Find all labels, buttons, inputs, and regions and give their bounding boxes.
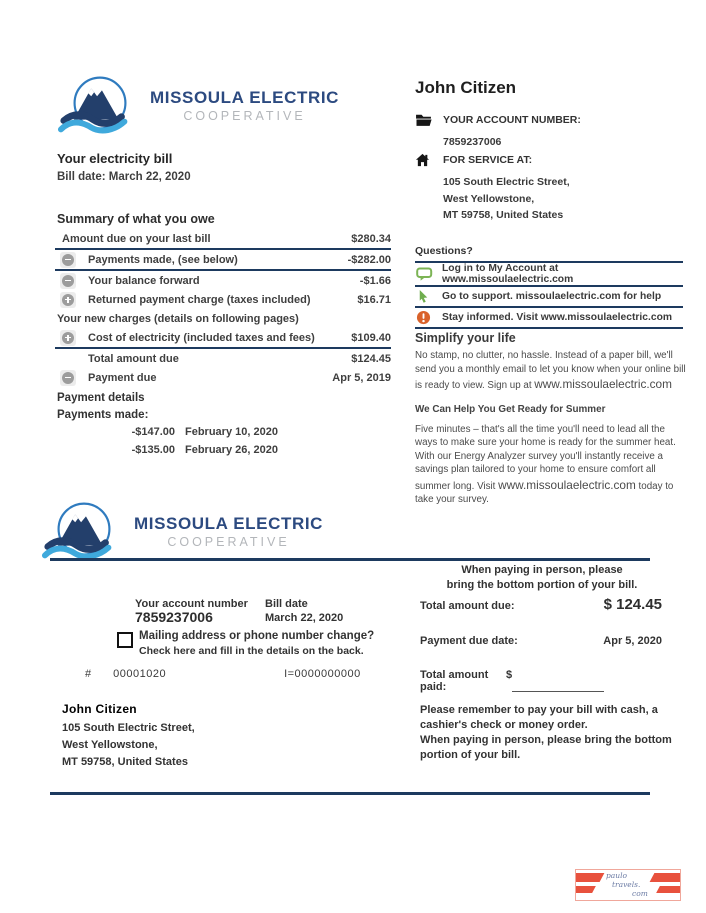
row-label: Payments made, (see below) <box>88 253 238 266</box>
service-address-label: FOR SERVICE AT: <box>443 154 533 166</box>
stub-account-label: Your account number <box>135 598 248 610</box>
house-icon <box>415 152 432 172</box>
payment-amount: -$135.00 <box>131 443 175 456</box>
minus-icon <box>60 252 76 268</box>
total-due-value: $ 124.45 <box>603 596 662 613</box>
company-logo <box>56 74 339 136</box>
questions-heading: Questions? <box>415 245 473 257</box>
due-date-row <box>420 635 662 647</box>
address-change-checkbox[interactable] <box>117 632 133 648</box>
hash-symbol: # <box>85 668 92 680</box>
summary-section <box>55 212 391 459</box>
summary-row <box>55 328 391 347</box>
paulo-travels-watermark <box>575 869 681 901</box>
address-change-note: Check here and fill in the details on the back. <box>139 645 364 657</box>
logo-company-name: MISSOULA ELECTRIC <box>134 513 324 533</box>
summary-row <box>55 368 391 387</box>
watermark-stripe <box>656 886 681 893</box>
question-item <box>415 261 683 285</box>
row-label: Payment due <box>88 371 157 384</box>
row-label: Cost of electricity (included taxes and fees) <box>88 331 315 344</box>
summary-row <box>55 229 391 248</box>
reminder-line: When paying in person, please bring the bottom portion of your bill. <box>420 734 672 761</box>
mountain-wave-logo-icon <box>40 500 128 562</box>
stub-payment-section <box>420 596 662 717</box>
mountain-wave-logo-icon <box>56 74 144 136</box>
in-person-note <box>418 563 666 593</box>
customer-info-section <box>415 78 683 224</box>
row-value: Apr 5, 2019 <box>332 371 391 384</box>
payment-entry <box>55 442 391 460</box>
row-value: $280.34 <box>351 232 391 245</box>
row-value: $109.40 <box>351 331 391 344</box>
row-value: $16.71 <box>357 293 391 306</box>
summer-text-tail: today to take your survey. <box>415 480 674 506</box>
stub-code-right: I=0000000000 <box>284 668 361 680</box>
total-due-row <box>420 596 662 613</box>
watermark-line: travels. <box>612 880 641 889</box>
account-number-value: 7859237006 <box>443 136 502 148</box>
summary-row <box>55 290 391 309</box>
summary-row <box>55 248 391 269</box>
plus-icon <box>60 292 76 308</box>
stub-bill-date-label: Bill date <box>265 598 308 610</box>
summer-paragraph <box>415 423 687 507</box>
payment-date: February 10, 2020 <box>185 426 278 438</box>
amount-paid-label: Total amount paid: <box>420 669 489 693</box>
account-number-row <box>415 112 683 132</box>
dollar-sign: $ <box>506 669 513 681</box>
question-text: Log in to My Account at www.missoulaelectric.com <box>442 263 574 285</box>
summer-heading: We Can Help You Get Ready for Summer <box>415 403 606 415</box>
stub-code-left: 00001020 <box>113 668 167 680</box>
due-date-value: Apr 5, 2020 <box>603 635 662 647</box>
simplify-paragraph <box>415 349 687 393</box>
stub-bill-date: March 22, 2020 <box>265 612 344 624</box>
row-label: Amount due on your last bill <box>62 232 211 245</box>
payment-reminder <box>420 703 672 763</box>
row-value: -$1.66 <box>359 274 391 287</box>
mail-address-line: MT 59758, United States <box>62 756 188 768</box>
watermark-stripe <box>650 873 681 882</box>
row-label: Your balance forward <box>88 274 200 287</box>
address-change-question: Mailing address or phone number change? <box>139 630 375 642</box>
customer-name: John Citizen <box>415 78 517 97</box>
row-label: Returned payment charge (taxes included) <box>88 293 311 306</box>
question-item <box>415 306 683 329</box>
minus-icon <box>60 273 76 289</box>
bill-title: Your electricity bill <box>57 151 173 166</box>
stub-account-number: 7859237006 <box>135 609 213 625</box>
service-address-row <box>415 152 683 172</box>
watermark-text <box>606 871 648 898</box>
company-logo-stub <box>40 500 323 562</box>
info-section <box>415 331 687 507</box>
due-date-label: Payment due date: <box>420 635 518 647</box>
stub-codes-row <box>85 668 361 680</box>
logo-company-subtitle: COOPERATIVE <box>167 534 290 549</box>
reminder-line: Please remember to pay your bill with cash, a cashier's check or money order. <box>420 704 658 731</box>
payment-amount: -$147.00 <box>131 426 175 438</box>
amount-paid-row <box>420 669 662 695</box>
watermark-line: com <box>632 889 648 898</box>
row-label: Total amount due <box>88 352 179 365</box>
folder-icon <box>415 112 432 132</box>
website-url: www.missoulaelectric.com <box>534 377 672 392</box>
divider-line <box>50 792 650 795</box>
service-address-line: MT 59758, United States <box>443 209 564 221</box>
payment-date: February 26, 2020 <box>185 443 278 456</box>
chat-bubble-icon <box>416 267 433 282</box>
plus-icon <box>60 330 76 346</box>
amount-paid-blank[interactable] <box>506 669 604 695</box>
watermark-line: paulo <box>606 871 628 880</box>
question-text: Go to support. missoulaelectric.com for help <box>442 291 662 302</box>
questions-section <box>415 245 683 329</box>
mail-name: John Citizen <box>62 702 137 716</box>
logo-company-subtitle: COOPERATIVE <box>183 108 306 123</box>
watermark-stripe <box>575 873 604 882</box>
write-in-line <box>512 681 604 692</box>
row-value: $124.45 <box>351 352 391 365</box>
mailing-address-block <box>62 702 195 771</box>
in-person-line: When paying in person, please <box>461 564 623 576</box>
row-value: -$282.00 <box>347 253 391 266</box>
minus-icon <box>60 370 76 386</box>
question-text: Stay informed. Visit www.missoulaelectric.com <box>442 312 673 323</box>
payments-made-heading: Payments made: <box>57 409 149 421</box>
simplify-text: No stamp, no clutter, no hassle. Instead of a paper bill, we'll send you a monthly email to let you know when your online bill is ready to view. Sign up at <box>415 350 686 392</box>
simplify-heading: Simplify your life <box>415 331 516 345</box>
summary-row <box>55 269 391 290</box>
payment-entry <box>55 424 391 442</box>
summary-heading: Summary of what you owe <box>57 212 215 226</box>
logo-company-name: MISSOULA ELECTRIC <box>150 87 340 107</box>
payment-details-heading: Payment details <box>57 392 145 404</box>
account-number-label: YOUR ACCOUNT NUMBER: <box>443 114 581 126</box>
total-due-label: Total amount due: <box>420 600 515 612</box>
service-address-line: 105 South Electric Street, <box>443 176 570 188</box>
watermark-stripe <box>575 886 596 893</box>
mail-address-line: West Yellowstone, <box>62 739 158 751</box>
bill-date: Bill date: March 22, 2020 <box>57 171 191 183</box>
summer-text: Five minutes – that's all the time you'll need to lead all the ways to make sure your home is ready for the summer heat. With our Energy Analyzer survey you'll instantly receive a savings plan tailored to your home to ensure comfort all summer long. Visit <box>415 423 676 492</box>
summary-row <box>55 309 391 328</box>
cursor-icon <box>416 289 433 304</box>
summary-row-total <box>55 347 391 368</box>
website-url: www.missoulaelectric.com <box>498 477 636 492</box>
alert-icon <box>416 310 433 325</box>
in-person-line: bring the bottom portion of your bill. <box>446 579 638 591</box>
service-address-line: West Yellowstone, <box>443 192 535 205</box>
question-item <box>415 285 683 306</box>
divider-line <box>50 558 650 561</box>
mail-address-line: 105 South Electric Street, <box>62 722 195 734</box>
row-label: Your new charges (details on following pages) <box>57 312 299 325</box>
